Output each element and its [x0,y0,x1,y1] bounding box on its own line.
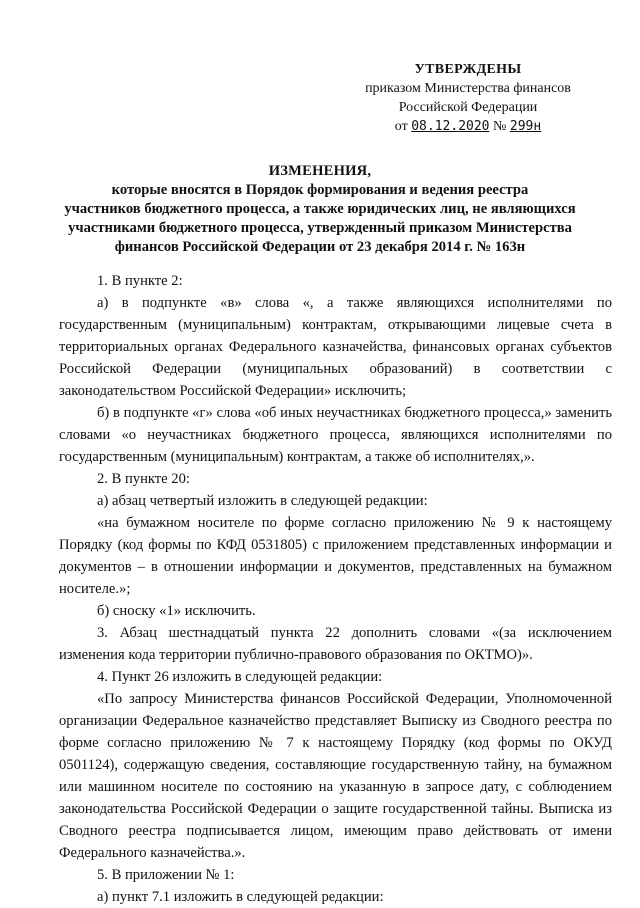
heading-line: которые вносятся в Порядок формирования и ведения реестра [111,182,529,198]
paragraph: «По запросу Министерства финансов Российской Федерации, Уполномоченной организации Федеральное казначейство представляет Выписку из Сводного реестра по форме согласно приложению № 7 к настоящему Порядку (код формы по ОКУД 0501124), содержащую сведения, составляющие государственную тайну, на бумажном или машинном носителе по состоянию на указанную в запросе дату, с соблюдением законодательства Российской Федерации о защите государственной тайны. Выписка из Сводного реестра подписывается лицом, имеющим право действовать от имени Федерального казначейства.». [59,691,612,861]
paragraph: а) в подпункте «в» слова «, а также являющихся исполнителями по государственным (муниципальным) контрактам, открывающими лицевые счета в территориальных органах Федерального казначейства, финансовых органах субъектов Российской Федерации (муниципальных образований) в соответствии с законодательством Российской Федерации» исключить; [59,295,612,399]
approval-date: 08.12.2020 [411,119,490,134]
paragraph: 5. В приложении № 1: [97,867,235,883]
paragraph: 1. В пункте 2: [97,273,183,289]
date-prefix: от [394,119,408,134]
paragraph: б) сноску «1» исключить. [97,603,256,619]
approval-line-2: Российской Федерации [398,100,538,115]
document-body [59,270,612,908]
heading-title: ИЗМЕНЕНИЯ, [268,163,372,179]
paragraph: 3. Абзац шестнадцатый пункта 22 дополнить словами «(за исключением изменения кода территории публично-правового образования по ОКТМО)». [59,625,612,663]
approval-number: 299н [509,119,542,134]
paragraph: а) пункт 7.1 изложить в следующей редакции: [97,889,384,905]
paragraph: 4. Пункт 26 изложить в следующей редакции: [97,669,383,685]
heading-line: участников бюджетного процесса, а также юридических лиц, не являющихся [64,201,576,217]
document-heading [60,162,580,257]
approval-title: УТВЕРЖДЕНЫ [414,62,522,77]
paragraph: 2. В пункте 20: [97,471,190,487]
approval-line-1: приказом Министерства финансов [365,81,571,96]
approval-stamp [338,60,598,136]
paragraph: «на бумажном носителе по форме согласно приложению № 9 к настоящему Порядку (код формы по КФД 0531805) с приложением представленных информации и документов – в отношении информации и документов, представленных на бумажном носителе.»; [59,515,612,597]
number-sign: № [493,119,507,134]
heading-line: участниками бюджетного процесса, утвержденный приказом Министерства [68,220,572,236]
heading-line: финансов Российской Федерации от 23 декабря 2014 г. № 163н [114,239,526,255]
paragraph: а) абзац четвертый изложить в следующей редакции: [97,493,428,509]
approval-date-line [338,117,598,136]
paragraph: б) в подпункте «г» слова «об иных неучастниках бюджетного процесса,» заменить словами «о неучастниках бюджетного процесса, являющихся исполнителями по государственным (муниципальным) контрактам, а также об исполнителях,». [59,405,612,465]
